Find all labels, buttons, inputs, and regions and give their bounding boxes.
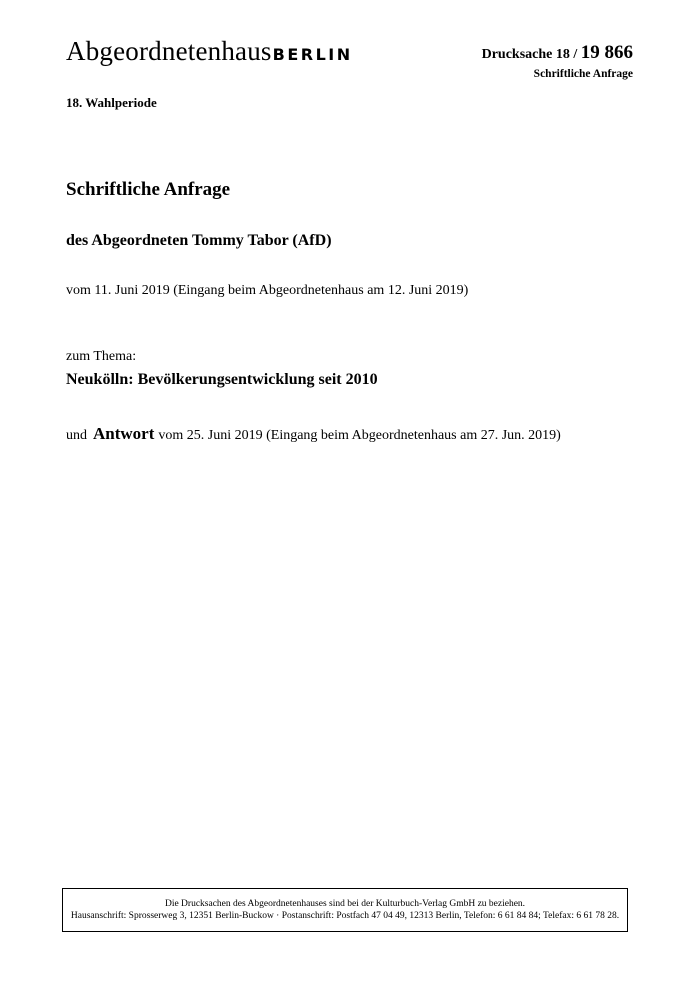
answer-label: Antwort [93, 424, 155, 443]
footer-line-1: Die Drucksachen des Abgeordnetenhauses sind bei der Kulturbuch-Verlag GmbH zu beziehen. [164, 899, 526, 909]
inquiry-date: vom 11. Juni 2019 (Eingang beim Abgeordnetenhaus am 12. Juni 2019) [66, 283, 469, 298]
document-type-label: Schriftliche Anfrage [533, 68, 633, 80]
document-number-label: Drucksache 18 / [481, 47, 578, 62]
footer-notice [62, 888, 628, 932]
topic-title: Neukölln: Bevölkerungsentwicklung seit 2010 [66, 371, 378, 388]
answer-date: vom 25. Juni 2019 (Eingang beim Abgeordnetenhaus am 27. Jun. 2019) [158, 428, 561, 443]
parliament-logo [66, 36, 353, 67]
logo-city: BERLIN [272, 45, 353, 64]
document-number-block [482, 42, 633, 80]
answer-prefix: und [66, 428, 87, 443]
document-number: 19 866 [580, 42, 633, 63]
footer-line-2: Hausanschrift: Sprosserweg 3, 12351 Berlin-Buckow · Postanschrift: Postfach 47 04 49, 12313 Berlin, Telefon: 6 61 84 84; Telefax: 6 61 78 28. [70, 911, 620, 921]
inquiry-author: des Abgeordneten Tommy Tabor (AfD) [66, 232, 332, 249]
legislative-period: 18. Wahlperiode [66, 95, 157, 110]
page-title: Schriftliche Anfrage [66, 179, 231, 200]
logo-name: Abgeordnetenhaus [66, 36, 272, 66]
topic-label: zum Thema: [66, 349, 137, 364]
answer-line [66, 424, 561, 444]
